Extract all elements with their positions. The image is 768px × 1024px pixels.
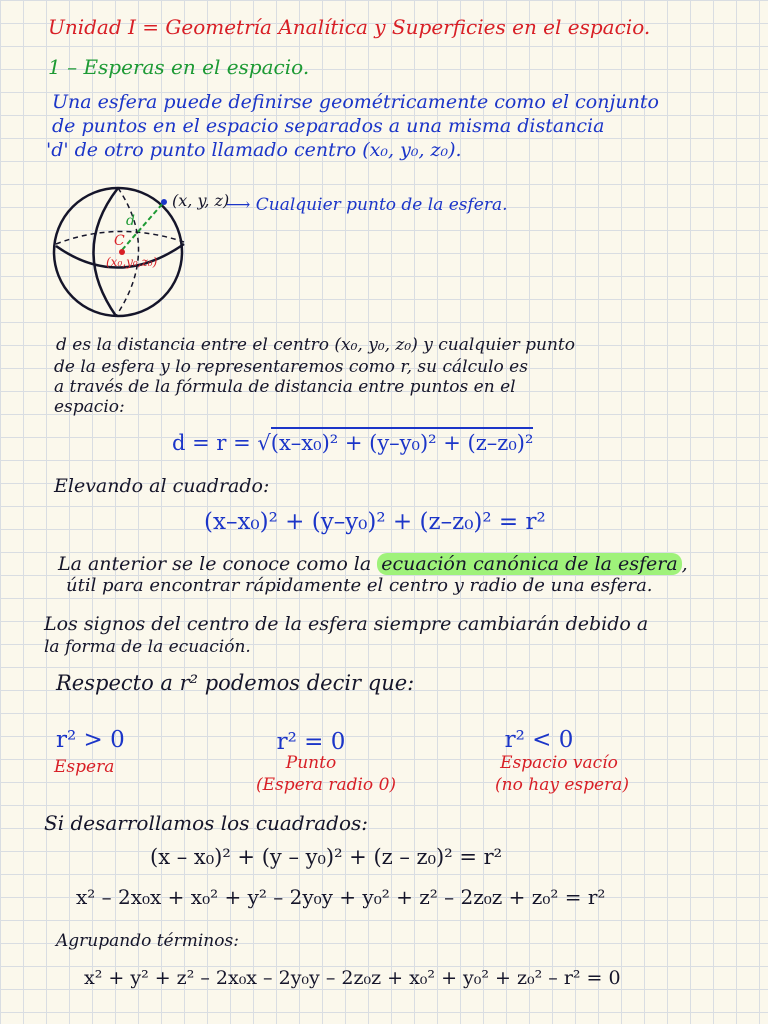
- canonical-desc-line-1: [58, 554, 688, 575]
- sphere-meridian-front: [93, 188, 118, 316]
- signs-line-1: Los signos del centro de la esfera siempre cambiarán debido a: [44, 613, 649, 635]
- signs-line-2: la forma de la ecuación.: [44, 637, 251, 657]
- distance-formula-lhs: d = r = √: [172, 431, 271, 455]
- page-title: Unidad I = Geometría Analítica y Superficies en el espacio.: [48, 15, 651, 39]
- d-label: d: [126, 213, 135, 229]
- intro-line-1: Una esfera puede definirse geométricamente como el conjunto: [52, 91, 659, 113]
- distance-formula-radicand: (x–x₀)² + (y–y₀)² + (z–z₀)²: [271, 427, 534, 455]
- expand-equation-2: x² – 2x₀x + x₀² + y² – 2y₀y + y₀² + z² – 2z₀z + z₀² = r²: [76, 885, 606, 909]
- agrupando-heading: Agrupando términos:: [56, 931, 239, 951]
- distance-line-2: de la esfera y lo representaremos como r, su cálculo es: [54, 357, 528, 377]
- point-label: (x, y, z): [172, 191, 230, 210]
- surface-point: [161, 199, 167, 205]
- case-2-sub: (Espera radio 0): [255, 775, 397, 795]
- canonical-highlight: ecuación canónica de la esfera: [377, 553, 681, 575]
- case-1-condition: r² > 0: [56, 727, 125, 753]
- distance-formula: [172, 432, 533, 455]
- elevando-label: Elevando al cuadrado:: [54, 475, 270, 497]
- canonical-desc-post: ,: [681, 553, 688, 575]
- distance-line-1: d es la distancia entre el centro (x₀, y₀, z₀) y cualquier punto: [56, 335, 575, 355]
- case-3-sub: (no hay espera): [495, 775, 629, 795]
- distance-line-3: a través de la fórmula de distancia entre puntos en el: [54, 377, 516, 397]
- intro-line-3: 'd' de otro punto llamado centro (x₀, y₀, z₀).: [46, 139, 462, 161]
- respecto-heading: Respecto a r² podemos decir que:: [56, 671, 415, 695]
- intro-line-2: de puntos en el espacio separados a una misma distancia: [52, 115, 605, 137]
- section-heading: 1 – Esperas en el espacio.: [48, 55, 310, 79]
- center-label: (x₀,y₀,z₀): [106, 255, 158, 269]
- case-1-label: Espera: [54, 757, 115, 777]
- grouped-equation: x² + y² + z² – 2x₀x – 2y₀y – 2z₀z + x₀² + y₀² + z₀² – r² = 0: [84, 967, 621, 989]
- case-2-condition: r² = 0: [276, 729, 346, 755]
- sphere-outline: [54, 188, 182, 316]
- case-2-label: Punto: [285, 753, 337, 773]
- desarrollamos-heading: Si desarrollamos los cuadrados:: [44, 811, 368, 835]
- c-label: C: [114, 233, 125, 249]
- case-3-label: Espacio vacío: [500, 753, 618, 773]
- canonical-desc-pre: La anterior se le conoce como la: [58, 553, 372, 575]
- canonical-desc-line-2: útil para encontrar rápidamente el centro y radio de una esfera.: [66, 575, 653, 596]
- canonical-equation: (x–x₀)² + (y–y₀)² + (z–z₀)² = r²: [204, 509, 546, 535]
- case-3-condition: r² < 0: [504, 727, 574, 753]
- arrow-text: ⟶ Cualquier punto de la esfera.: [226, 195, 508, 215]
- distance-line-4: espacio:: [54, 397, 125, 417]
- expand-equation-1: (x – x₀)² + (y – y₀)² + (z – z₀)² = r²: [150, 845, 503, 869]
